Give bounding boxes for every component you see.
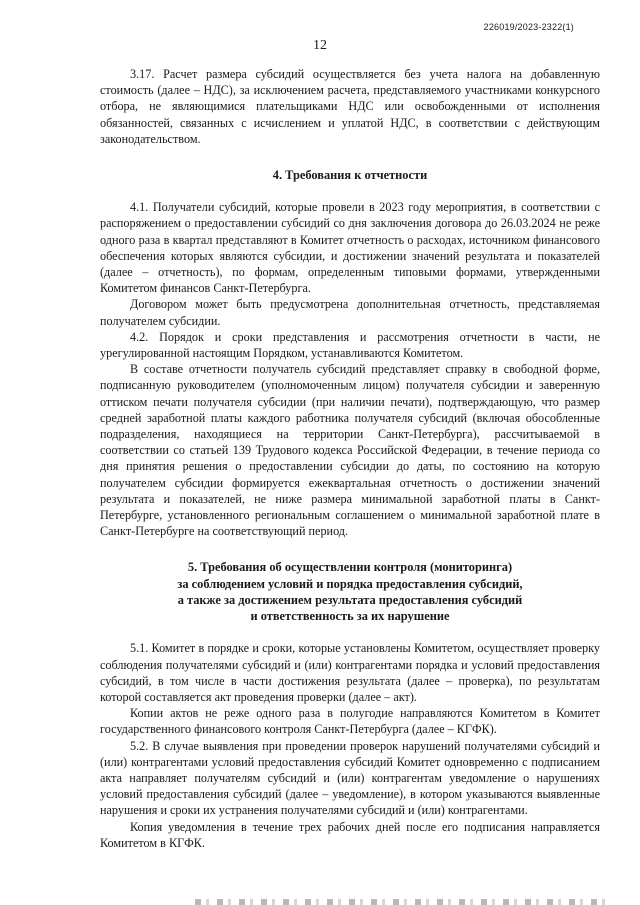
document-body [100,66,600,851]
paragraph-act-copies: Копии актов не реже одного раза в полугодие направляются Комитетом в Комитет государственного финансового контроля Санкт-Петербурга (далее – КГФК). [100,706,600,737]
section-5-heading-line: 5. Требования об осуществлении контроля (мониторинга) [187,560,513,575]
paragraph-4-2: 4.2. Порядок и сроки представления и рассмотрения отчетности в части, не урегулированной настоящим Порядком, устанавливаются Комитетом. [100,329,600,361]
paragraph-additional-reporting: Договором может быть предусмотрена дополнительная отчетность, представляемая получателем субсидии. [100,297,600,328]
paragraph-notice-copy: Копия уведомления в течение трех рабочих дней после его подписания направляется Комитетом в КГФК. [100,819,600,850]
section-4-heading: 4. Требования к отчетности [272,168,428,183]
paragraph-3-17: 3.17. Расчет размера субсидий осуществляется без учета налога на добавленную стоимость (далее – НДС), за исключением расчета, представляемого участниками конкурсного отбора, не являющимися плательщиками НДС или освобожденными от исполнения обязанностей, связанных с исчислением и уплатой НДС, в соответствии с действующим законодательством. [100,67,600,146]
document-registration-number: 226019/2023-2322(1) [483,22,574,32]
scan-artifact-footer [195,899,605,905]
paragraph-5-2: 5.2. В случае выявления при проведении проверок нарушений получателями субсидий и (или) контрагентами условий предоставления субсидий Комитет одновременно с подписанием акта направляет получателям субсидий и (или) контрагентам уведомление о нарушениях условий предоставления субсидий (далее – уведомление), в котором указываются выявленные нарушения и сроки их устранения получателями субсидий и (или) контрагентами. [100,738,600,818]
paragraph-5-1: 5.1. Комитет в порядке и сроки, которые установлены Комитетом, осуществляет проверку соблюдения получателями субсидий и (или) контрагентами порядка и условий предоставления субсидий, в том числе в части достижения результата (далее – проверка), по результатам которой составляется акт проведения проверки (далее – акт). [100,641,600,704]
section-5-heading-line: и ответственность за их нарушение [250,609,450,624]
section-5-heading-line: за соблюдением условий и порядка предоставления субсидий, [177,576,523,591]
page-number: 12 [313,38,327,53]
paragraph-salary-certificate: В составе отчетности получатель субсидий представляет справку в свободной форме, подписанную руководителем (уполномоченным лицом) получателя субсидии и заверенную оттиском печати получателя субсидии (при наличии печати), подтверждающую, что размер средней заработной платы каждого работника получателя субсидий (включая обособленные подразделения, находящиеся на территории Санкт-Петербурга), рассчитываемой в соответствии со статьей 139 Трудового кодекса Российской Федерации, в течение периода со дня принятия решения о предоставлении субсидии до даты, по состоянию на которую получателем субсидии формируется ежеквартальная отчетность о достижении значений результата и показателей, не ниже размера минимальной заработной платы в Санкт-Петербурге, установленного региональным соглашением о минимальной заработной плате в Санкт-Петербурге на соответствующий период. [100,362,600,539]
section-5-heading-line: а также за достижением результата предоставления субсидий [177,592,523,607]
paragraph-4-1: 4.1. Получатели субсидий, которые провели в 2023 году мероприятия, в соответствии с распоряжением о предоставлении субсидий со дня заключения договора до 26.03.2024 не реже одного раза в квартал представляют в Комитет отчетность о расходах, источником финансового обеспечения которых являются субсидии, и достижении значений результата и показателей (далее – отчетность), по формам, определенным типовыми формами, утвержденными Комитетом финансов Санкт-Петербурга. [100,200,600,296]
section-5-heading [100,559,600,624]
